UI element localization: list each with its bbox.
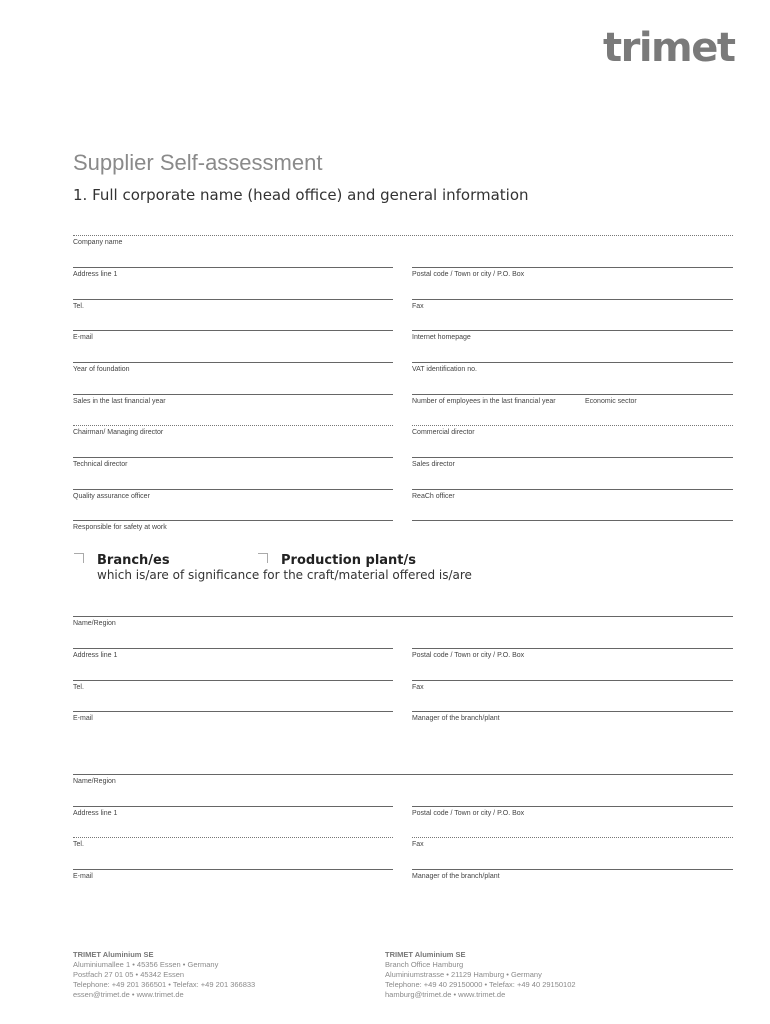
postal-code-label: Postal code / Town or city / P.O. Box (412, 271, 525, 278)
footer-hamburg-company: TRIMET Aluminium SE (385, 950, 466, 959)
branch1-tel-label: Tel. (73, 684, 84, 691)
safety-responsible-field[interactable] (73, 520, 393, 521)
chairman-field[interactable] (73, 425, 393, 426)
section-heading: 1. Full corporate name (head office) and general information (73, 186, 529, 204)
company-name-field[interactable] (73, 235, 733, 236)
postal-code-field[interactable] (412, 267, 733, 268)
branch2-email-field[interactable] (73, 869, 393, 870)
quality-officer-field[interactable] (73, 489, 393, 490)
vat-id-field[interactable] (412, 362, 733, 363)
branch2-tel-field[interactable] (73, 837, 393, 838)
footer-hamburg-line4: hamburg@trimet.de • www.trimet.de (385, 990, 506, 999)
sales-label: Sales in the last financial year (73, 398, 166, 405)
economic-sector-label: Economic sector (585, 398, 637, 405)
branch2-address-label: Address line 1 (73, 810, 118, 817)
footer-essen-line1: Aluminiumallee 1 • 45356 Essen • Germany (73, 960, 219, 969)
branch1-address-label: Address line 1 (73, 652, 118, 659)
internet-homepage-label: Internet homepage (412, 334, 471, 341)
email-field[interactable] (73, 330, 393, 331)
plants-option-label: Production plant/s (281, 553, 417, 568)
year-of-foundation-label: Year of foundation (73, 366, 130, 373)
safety-responsible-label: Responsible for safety at work (73, 524, 167, 531)
footer-hamburg (385, 950, 576, 1000)
branch1-name-region-label: Name/Region (73, 620, 116, 627)
internet-homepage-field[interactable] (412, 330, 733, 331)
plants-checkbox[interactable] (258, 553, 268, 563)
branch2-name-region-label: Name/Region (73, 778, 116, 785)
chairman-label: Chairman/ Managing director (73, 429, 164, 436)
section-divider (412, 520, 733, 521)
branch2-fax-field[interactable] (412, 837, 733, 838)
branch1-email-label: E-mail (73, 715, 93, 722)
footer-essen-company: TRIMET Aluminium SE (73, 950, 154, 959)
technical-director-field[interactable] (73, 457, 393, 458)
sales-director-field[interactable] (412, 457, 733, 458)
fax-label: Fax (412, 303, 424, 310)
branch2-postal-label: Postal code / Town or city / P.O. Box (412, 810, 525, 817)
branch2-fax-label: Fax (412, 841, 424, 848)
company-name-label: Company name (73, 239, 123, 246)
fax-field[interactable] (412, 299, 733, 300)
tel-label: Tel. (73, 303, 84, 310)
branch2-email-label: E-mail (73, 873, 93, 880)
footer-essen (73, 950, 255, 1000)
reach-officer-label: ReaCh officer (412, 493, 455, 500)
sales-director-label: Sales director (412, 461, 455, 468)
branches-option-label: Branch/es (97, 553, 170, 568)
branch1-postal-label: Postal code / Town or city / P.O. Box (412, 652, 525, 659)
employees-label: Number of employees in the last financial year (412, 398, 556, 405)
branch1-postal-field[interactable] (412, 648, 733, 649)
footer-essen-line2: Postfach 27 01 05 • 45342 Essen (73, 970, 185, 979)
branch2-postal-field[interactable] (412, 806, 733, 807)
reach-officer-field[interactable] (412, 489, 733, 490)
address-line-1-field[interactable] (73, 267, 393, 268)
footer-hamburg-line2: Aluminiumstrasse • 21129 Hamburg • Germany (385, 970, 542, 979)
tel-field[interactable] (73, 299, 393, 300)
quality-officer-label: Quality assurance officer (73, 493, 150, 500)
footer-essen-line3: Telephone: +49 201 366501 • Telefax: +49 201 366833 (73, 980, 256, 989)
employees-field[interactable] (412, 394, 733, 395)
address-line-1-label: Address line 1 (73, 271, 118, 278)
branch2-address-field[interactable] (73, 806, 393, 807)
branch2-manager-field[interactable] (412, 869, 733, 870)
branch2-name-region-field[interactable] (73, 774, 733, 775)
branch1-name-region-field[interactable] (73, 616, 733, 617)
branch1-fax-field[interactable] (412, 680, 733, 681)
vat-id-label: VAT identification no. (412, 366, 477, 373)
branch2-tel-label: Tel. (73, 841, 84, 848)
footer-hamburg-line3: Telephone: +49 40 29150000 • Telefax: +49 40 29150102 (385, 980, 576, 989)
branch1-fax-label: Fax (412, 684, 424, 691)
commercial-director-field[interactable] (412, 425, 733, 426)
footer-hamburg-line1: Branch Office Hamburg (385, 960, 464, 969)
year-of-foundation-field[interactable] (73, 362, 393, 363)
commercial-director-label: Commercial director (412, 429, 475, 436)
trimet-logo: trimet (603, 25, 735, 71)
page-title: Supplier Self-assessment (73, 150, 323, 175)
branch1-email-field[interactable] (73, 711, 393, 712)
significance-text: which is/are of significance for the craft/material offered is/are (97, 568, 472, 582)
branch1-tel-field[interactable] (73, 680, 393, 681)
branch2-manager-label: Manager of the branch/plant (412, 873, 500, 880)
footer-essen-line4: essen@trimet.de • www.trimet.de (73, 990, 184, 999)
sales-field[interactable] (73, 394, 393, 395)
branch1-manager-field[interactable] (412, 711, 733, 712)
email-label: E-mail (73, 334, 93, 341)
branch1-manager-label: Manager of the branch/plant (412, 715, 500, 722)
technical-director-label: Technical director (73, 461, 128, 468)
branches-checkbox[interactable] (74, 553, 84, 563)
branch1-address-field[interactable] (73, 648, 393, 649)
